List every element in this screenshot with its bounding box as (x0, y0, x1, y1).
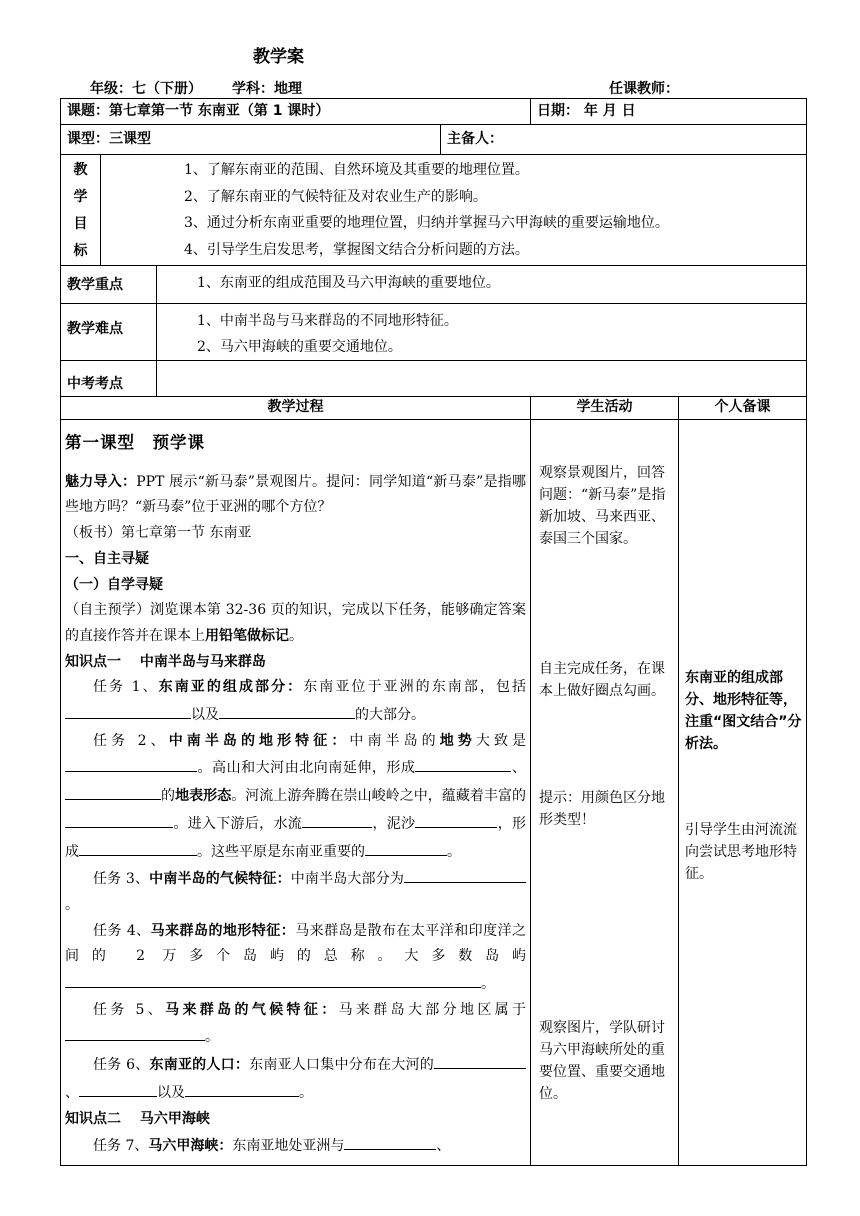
key-point-item: 1、东南亚的组成范围及马六甲海峡的重要地位。 (197, 275, 500, 291)
column-personal: 个人备课 (679, 397, 807, 420)
date-cell: 日期： 年 月 日 (531, 99, 807, 125)
answer-blank[interactable] (65, 701, 191, 719)
process-cell (61, 420, 531, 1166)
answer-blank[interactable] (65, 1023, 205, 1041)
document-title: 教学案 (253, 47, 304, 67)
type-cell: 课型：三课型 (61, 125, 441, 155)
exam-points-value (157, 361, 807, 397)
teacher-label: 任课教师： (609, 81, 679, 97)
column-process: 教学过程 (61, 397, 531, 420)
task-5: 任务 5、马来群岛的气候特征：马来群岛大部分地区属于。 (65, 998, 526, 1051)
board-note: （板书）第七章第一节 东南亚 (65, 525, 252, 542)
grade-label: 年级：七（下册） (90, 81, 202, 97)
topic-cell: 课题：第七章第一节 东南亚（第 1 课时） (61, 99, 531, 125)
answer-blank[interactable] (79, 838, 197, 856)
subsection-heading: （一）自学寻疑 (65, 576, 163, 593)
answer-blank[interactable] (365, 838, 447, 856)
answer-blank[interactable] (79, 1079, 157, 1097)
task-3: 任务 3、中南半岛的气候特征：中南半岛大部分为。 (65, 865, 526, 918)
type-row (61, 125, 807, 155)
answer-blank[interactable] (434, 1051, 526, 1069)
answer-blank[interactable] (404, 865, 526, 883)
answer-blank[interactable] (302, 810, 372, 828)
objective-item: 4、引导学生启发思考，掌握图文结合分析问题的方法。 (184, 241, 529, 258)
column-student: 学生活动 (531, 397, 679, 420)
key-points-label: 教学重点 (61, 266, 157, 304)
personal-note-1: 东南亚的组成部分、地形特征等，注重“图文结合”分析法。 (685, 670, 802, 752)
student-activity-4: 观察图片，学队研讨马六甲海峡所处的重要位置、重要交通地位。 (539, 1020, 665, 1102)
exam-points-label: 中考考点 (61, 361, 157, 397)
answer-blank[interactable] (219, 701, 355, 719)
personal-notes-cell (679, 420, 807, 1166)
task-6: 任务 6、东南亚的人口：东南亚人口集中分布在大河的、 以及 。 (65, 1051, 526, 1106)
column-header-row (61, 397, 807, 420)
section-heading: 一、自主寻疑 (65, 550, 149, 567)
student-activity-2: 自主完成任务，在课本上做好圈点勾画。 (539, 661, 665, 699)
content-row (61, 420, 807, 1166)
student-activity-cell (531, 420, 679, 1166)
task-4: 任务 4、马来群岛的地形特征：马来群岛是散布在太平洋和印度洋之间的 2 万多个岛屿的总称。大多数岛屿。 (65, 922, 527, 993)
task-2: 任务 2、中南半岛的地形特征：中南半岛的地势大致是。高山和大河由北向南延伸，形成 、的地表形态。河流上游奔腾在崇山峻岭之中，蕴藏着丰富的。进入下游后，水流 ，泥沙 ，形成 。这些平原是东南亚重要的 。 (65, 732, 527, 860)
subject-label: 学科：地理 (232, 81, 302, 97)
difficulty-item: 2、马六甲海峡的重要交通地位。 (197, 339, 402, 355)
answer-blank[interactable] (415, 810, 497, 828)
task-7: 任务 7、马六甲海峡：东南亚地处亚洲与 、 (65, 1132, 526, 1160)
exam-points-row (61, 361, 807, 397)
answer-blank[interactable] (415, 754, 511, 772)
topic-row (61, 99, 807, 125)
objectives-list (101, 155, 807, 266)
answer-blank[interactable] (65, 810, 173, 828)
difficulties-label: 教学难点 (61, 304, 157, 361)
objectives-label: 教 学 目 标 (61, 155, 101, 266)
intro-paragraph: 魅力导入：PPT 展示“新马泰”景观图片。提问：同学知道“新马泰”是指哪些地方吗？“新马泰”位于亚洲的哪个方位？ (65, 473, 527, 516)
key-points-row (61, 266, 807, 304)
answer-blank[interactable] (344, 1132, 436, 1150)
task-1: 任务 1、东南亚的组成部分：东南亚位于亚洲的东南部，包括以及 的大部分。 (65, 675, 526, 728)
answer-blank[interactable] (65, 754, 197, 772)
objectives-row (61, 155, 807, 266)
objective-item: 2、了解东南亚的气候特征及对农业生产的影响。 (184, 188, 487, 205)
key-points-list (157, 266, 807, 304)
student-activity-1: 观察景观图片，回答问题：“新马泰”是指新加坡、马来西亚、泰国三个国家。 (539, 465, 666, 547)
answer-blank[interactable] (185, 1079, 299, 1097)
personal-note-2: 引导学生由河流流向尝试思考地形特征。 (685, 822, 797, 882)
knowledge-point-2: 知识点二 马六甲海峡 (65, 1110, 210, 1127)
difficulties-list (157, 304, 807, 361)
answer-blank[interactable] (65, 970, 481, 988)
lesson-plan-table (60, 98, 807, 1166)
student-activity-3: 提示：用颜色区分地形类型！ (539, 790, 665, 828)
objective-item: 1、了解东南亚的范围、自然环境及其重要的地理位置。 (184, 162, 529, 178)
difficulty-item: 1、中南半岛与马来群岛的不同地形特征。 (197, 313, 458, 329)
difficulties-row (61, 304, 807, 361)
lesson-title: 第一课型 预学课 (65, 433, 205, 452)
answer-blank[interactable] (65, 782, 161, 800)
preview-paragraph: （自主预学）浏览课本第 32-36 页的知识，完成以下任务，能够确定答案的直接作答并在课本上用铅笔做标记。 (65, 602, 526, 644)
knowledge-point-1: 知识点一 中南半岛与马来群岛 (65, 653, 266, 670)
preparer-cell: 主备人： (441, 125, 807, 155)
objective-item: 3、通过分析东南亚重要的地理位置，归纳并掌握马六甲海峡的重要运输地位。 (184, 215, 669, 231)
